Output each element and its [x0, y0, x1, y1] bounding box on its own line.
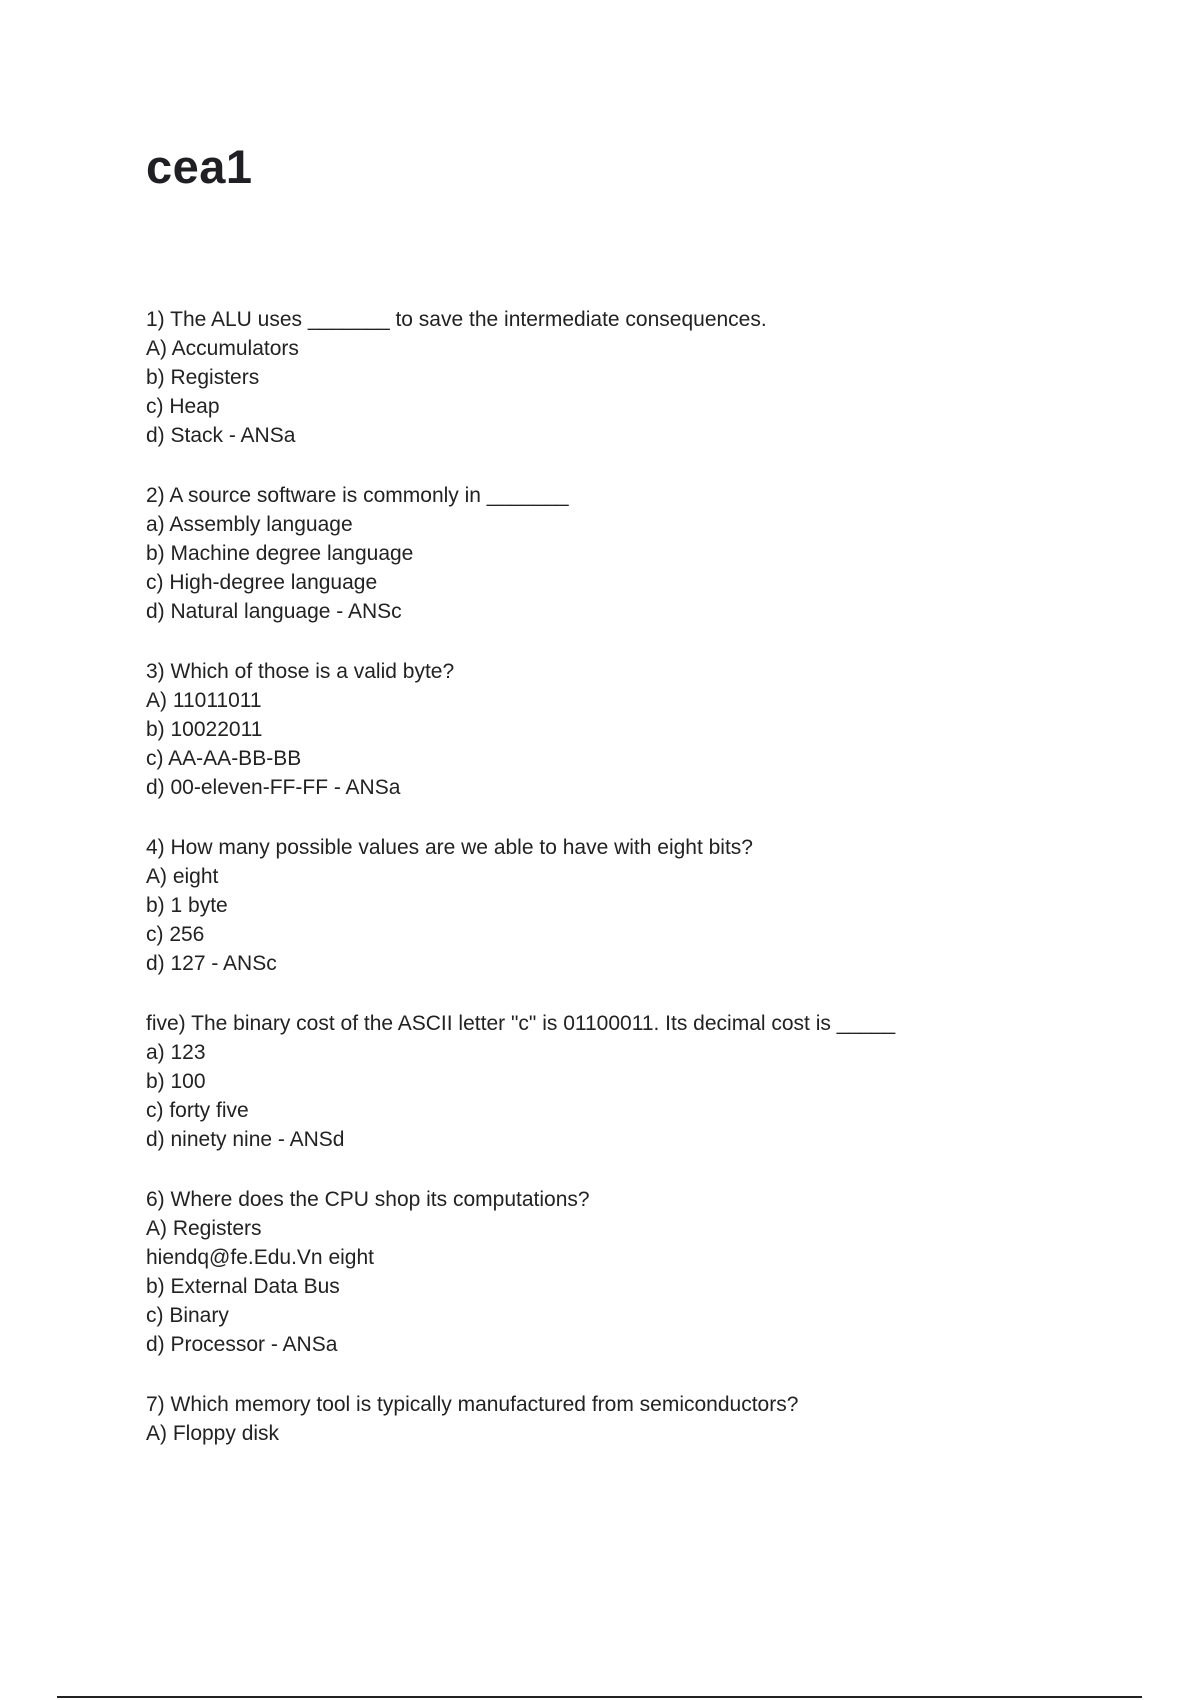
- question-5-option-b: b) 100: [146, 1070, 206, 1093]
- question-2-option-c: c) High-degree language: [146, 571, 378, 594]
- question-2-prompt: 2) A source software is commonly in _______: [146, 484, 569, 507]
- question-3-prompt: 3) Which of those is a valid byte?: [146, 660, 455, 683]
- question-1-option-d-answer: d) Stack - ANSa: [146, 424, 296, 447]
- question-3-option-b: b) 10022011: [146, 718, 263, 741]
- question-6-option-c: c) Binary: [146, 1304, 229, 1327]
- question-5-prompt: five) The binary cost of the ASCII letter "c" is 01100011. Its decimal cost is _____: [146, 1012, 896, 1035]
- question-2-option-a: a) Assembly language: [146, 513, 353, 536]
- question-5: [146, 1009, 1146, 1154]
- question-1-option-a: A) Accumulators: [146, 337, 299, 360]
- question-1-prompt: 1) The ALU uses _______ to save the intermediate consequences.: [146, 308, 767, 331]
- question-4-option-b: b) 1 byte: [146, 894, 228, 917]
- question-7: [146, 1390, 1146, 1448]
- question-5-option-d-answer: d) ninety nine - ANSd: [146, 1128, 345, 1151]
- question-3: [146, 657, 1146, 802]
- question-3-option-a: A) 11011011: [146, 689, 262, 712]
- question-2-option-b: b) Machine degree language: [146, 542, 414, 565]
- question-6-option-b: b) External Data Bus: [146, 1275, 340, 1298]
- question-4-option-d-answer: d) 127 - ANSc: [146, 952, 277, 975]
- question-4-prompt: 4) How many possible values are we able to have with eight bits?: [146, 836, 753, 859]
- question-7-option-a: A) Floppy disk: [146, 1422, 280, 1445]
- question-2: [146, 481, 1146, 626]
- page-break-footer-text: hiendq@fe.Edu.Vn eight: [146, 1246, 374, 1269]
- question-3-option-d-answer: d) 00-eleven-FF-FF - ANSa: [146, 776, 401, 799]
- question-5-option-c: c) forty five: [146, 1099, 249, 1122]
- question-6-option-d-answer: d) Processor - ANSa: [146, 1333, 338, 1356]
- question-7-prompt: 7) Which memory tool is typically manufactured from semiconductors?: [146, 1393, 799, 1416]
- question-4: [146, 833, 1146, 978]
- footer-divider: [57, 1696, 1142, 1698]
- question-1-option-c: c) Heap: [146, 395, 220, 418]
- question-4-option-a: A) eight: [146, 865, 219, 888]
- question-4-option-c: c) 256: [146, 923, 205, 946]
- question-5-option-a: a) 123: [146, 1041, 206, 1064]
- question-list: [146, 305, 1146, 1479]
- question-1-option-b: b) Registers: [146, 366, 260, 389]
- question-6-prompt: 6) Where does the CPU shop its computations?: [146, 1188, 590, 1211]
- page-title: cea1: [146, 140, 253, 193]
- question-6-option-a: A) Registers: [146, 1217, 262, 1240]
- question-1: [146, 305, 1146, 450]
- question-3-option-c: c) AA-AA-BB-BB: [146, 747, 302, 770]
- question-2-option-d-answer: d) Natural language - ANSc: [146, 600, 402, 623]
- question-6: [146, 1185, 1146, 1359]
